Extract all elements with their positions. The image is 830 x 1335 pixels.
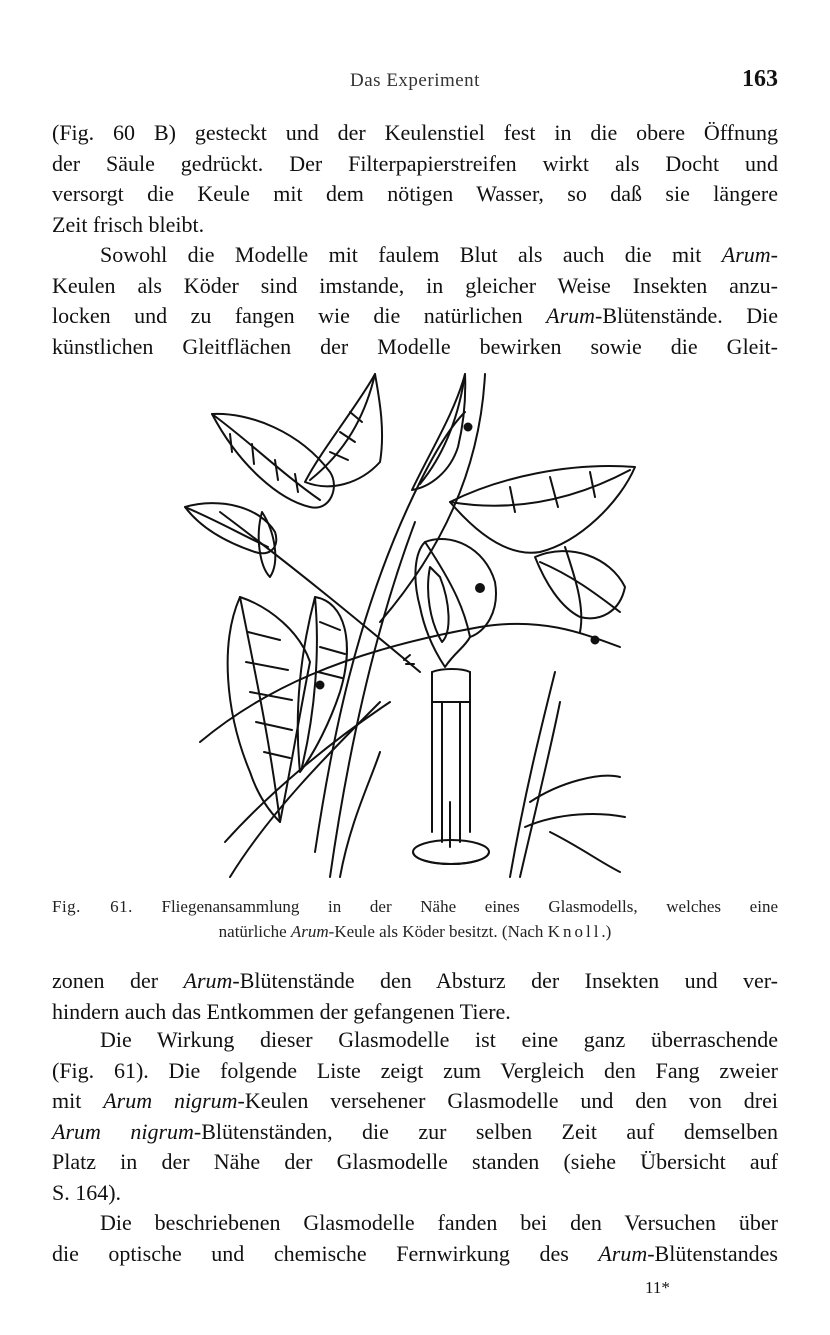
paragraph-5 <box>52 1208 778 1269</box>
text-line <box>52 1117 778 1148</box>
text-run: -Blütenständen, die zur selben Zeit auf demselben <box>193 1118 778 1144</box>
arum-glass-model-illustration <box>180 372 650 882</box>
text-line: (Fig. 60 B) gesteckt und der Keulenstiel fest in die obere Öffnung <box>52 120 778 145</box>
text-line: der Säule gedrückt. Der Filterpapierstreifen wirkt als Docht und <box>52 150 778 176</box>
text-line: versorgt die Keule mit dem nötigen Wasser, so daß sie längere <box>52 181 778 206</box>
species-name: Arum nigrum <box>52 1118 194 1144</box>
text-run: mit <box>52 1088 104 1113</box>
text-run: locken und zu fangen wie die natürlichen <box>52 303 547 328</box>
page-number: 163 <box>742 66 778 92</box>
text-line <box>52 301 778 332</box>
text-run: die optische und chemische Fernwirkung des <box>52 1240 599 1266</box>
text-line: S. 164). <box>52 1179 122 1205</box>
species-name: Arum <box>546 303 596 328</box>
figure-label: Fig. 61. <box>52 897 133 916</box>
paragraph-1 <box>52 118 778 240</box>
paragraph-2 <box>52 240 778 362</box>
text-line <box>52 966 778 997</box>
text-line: (Fig. 61). Die folgende Liste zeigt zum Vergleich den Fang zweier <box>52 1057 778 1083</box>
figure-caption <box>52 894 778 944</box>
text-line: künstlichen Gleitflächen der Modelle bewirken sowie die Gleit- <box>52 333 778 359</box>
species-name: Arum <box>598 1240 648 1266</box>
author-name: Knoll <box>547 922 602 941</box>
text-run: -Blütenstandes <box>647 1240 778 1266</box>
text-line: Die Wirkung dieser Glasmodelle ist eine ganz überraschende <box>100 1027 778 1052</box>
species-name: Arum- <box>721 242 778 267</box>
text-run: .) <box>601 922 612 941</box>
text-line <box>52 1239 778 1270</box>
text-line <box>52 1086 778 1117</box>
paragraph-3 <box>52 966 778 1027</box>
signature-mark: 11* <box>645 1278 670 1297</box>
caption-line <box>52 894 778 919</box>
caption-line <box>52 919 778 944</box>
text-line <box>52 240 778 271</box>
species-name: Arum <box>290 922 329 941</box>
running-title: Das Experiment <box>350 70 480 91</box>
paragraph-4 <box>52 1025 778 1208</box>
species-name: Arum <box>183 968 233 993</box>
text-run: natürliche <box>218 922 291 941</box>
text-line: hindern auch das Entkommen der gefangenen Tiere. <box>52 998 511 1024</box>
text-line: Platz in der Nähe der Glasmodelle standen (siehe Übersicht auf <box>52 1149 778 1174</box>
text-run: Sowohl die Modelle mit faulem Blut als auch die mit <box>100 242 722 267</box>
text-line: Keulen als Köder sind imstande, in gleicher Weise Insekten anzu- <box>52 272 778 298</box>
running-head <box>52 66 778 98</box>
text-run: Fliegenansammlung in der Nähe eines Glasmodells, welches eine <box>132 897 778 916</box>
text-run: -Blütenstände. Die <box>595 303 778 328</box>
text-line: Die beschriebenen Glasmodelle fanden bei den Versuchen über <box>100 1210 778 1235</box>
text-run: -Keule als Köder besitzt. (Nach <box>328 922 548 941</box>
text-run: zonen der <box>52 968 184 993</box>
text-run: -Blütenstände den Absturz der Insekten und ver- <box>232 968 778 993</box>
species-name: Arum nigrum <box>103 1088 238 1113</box>
figure-61 <box>180 372 650 882</box>
text-line: Zeit frisch bleibt. <box>52 211 205 237</box>
text-run: -Keulen versehener Glasmodelle und den von drei <box>237 1088 778 1113</box>
